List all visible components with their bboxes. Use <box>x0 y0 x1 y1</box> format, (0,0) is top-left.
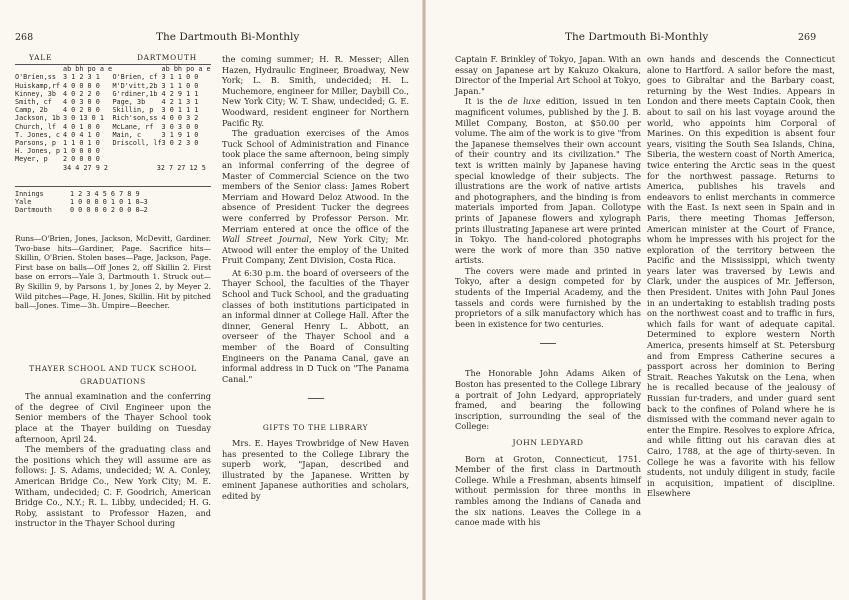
stats-dartmouth: 4 2 1 3 1 <box>161 98 199 107</box>
stats-yale: 4 0 4 1 0 <box>63 130 100 139</box>
stats-dartmouth <box>162 147 211 155</box>
box-score-row <box>15 73 211 81</box>
paragraph: The Honorable John Adams Aiken of Boston has presented to the College Library a portrait of John Ledyard, appropriately framed, and bearing the following inscription, surrounding the seal of the College: <box>455 368 641 432</box>
divider <box>308 398 324 399</box>
totals-dartmouth: 32 7 27 12 5 <box>156 163 206 172</box>
left-page <box>0 0 424 600</box>
stats-yale: 1 1 0 1 0 <box>63 139 100 148</box>
box-score-row <box>15 106 211 114</box>
paragraph: The annual examination and the conferring of the degree of Civil Engineer upon the Senior members of the Thayer School took place at the Thayer building on Tuesday afternoon, April 24. <box>15 391 211 444</box>
thayer-article <box>15 358 211 529</box>
text-span: edition, issued in ten magnificent volumes, published by the J. B. Millet Company, Boston, at $50.00 per volume. The aim of the work is to give "from the Japanese themselves their own account of their country and its civilization." The text is written mainly by Japanese having special knowledge of their subjects. The illustrations are the work of native artists and photographers, and the binding is from materials imported from Japan. Collotype prints of Japanese flowers and xylograph prints illustrating Japanese art were printed in Tokyo. The hand-colored photographs were the work of more than 350 native artists. <box>455 96 641 266</box>
stats-yale: 4 0 2 2 0 <box>63 89 100 98</box>
box-score-row <box>15 114 211 122</box>
stats-yale: 2 0 0 0 0 <box>63 155 100 164</box>
stats-dartmouth: 3 0 2 3 0 <box>161 139 199 148</box>
player-dartmouth: Rich'son,ss <box>112 114 158 123</box>
column-header-yale: ab bh po a e <box>63 65 113 74</box>
stats-dartmouth: 3 1 1 0 0 <box>161 73 199 82</box>
section-subheading: GRADUATIONS <box>80 376 146 386</box>
player-yale: Huiskamp,rf <box>15 81 61 90</box>
box-score-row <box>15 98 211 106</box>
innings-label: Innings <box>15 189 44 198</box>
box-score-teams <box>15 54 211 65</box>
paragraph: At 6:30 p.m. the board of overseers of the Thayer School, the faculties of the Thayer School and Tuck School, and the graduating classes of both institutions participated in an informal dinner at College Hall. After the dinner, General Henry L. Abbott, an overseer of the Thayer School and a member of the Board of Consulting Engineers on the Panama Canal, gave an informal address in D Tuck on "The Panama Canal." <box>222 267 409 384</box>
innings-header: 1 2 3 4 5 6 7 8 9 <box>70 189 140 198</box>
stats-dartmouth: 3 1 9 1 0 <box>161 130 199 139</box>
player-yale: O'Brien,ss <box>15 73 56 82</box>
box-score-row <box>15 82 211 90</box>
player-yale: Parsons, p <box>15 139 56 148</box>
line-score-team: Yale <box>15 198 32 207</box>
player-yale: T. Jones, c <box>15 130 61 139</box>
player-dartmouth: McLane, rf <box>112 122 154 131</box>
right-column-1 <box>455 54 641 528</box>
player-yale: Meyer, p <box>15 155 48 164</box>
box-score-row <box>15 131 211 139</box>
paragraph: Mrs. E. Hayes Trowbridge of New Haven has presented to the College Library the superb work, "Japan, described and illustrated by the Japanese. Written by eminent Japanese authorities and scholars, edited by <box>222 438 409 501</box>
page-number-left: 268 <box>15 32 34 43</box>
line-score-team: Dartmouth <box>15 206 52 215</box>
box-score-row <box>15 123 211 131</box>
paragraph: The members of the graduating class and the positions which they will assume are as follows: J. S. Adams, undecided; W. A. Conley, American Bridge Co., New York City; M. E. Witham, undecided; C. F. Goodrich, American Bridge Co., N.Y.; R. L. Libby, undecided; H. G. Roby, assistant to Professor Hazen, and instructor in the Thayer School during <box>15 444 211 529</box>
box-score-row <box>15 139 211 147</box>
paragraph: own hands and descends the Connecticut alone to Hartford. A sailor before the mast, goes to Gibraltar and the Barbary coast, returning by the West Indies. Appears in London and there meets Captain Cook, then about to sail on his last voyage around the world, who appoints him Corporal of Marines. On this expedition is absent four years, visiting the South Sea Islands, China, Siberia, the western coast of North America, twice entering the Arctic seas in the quest for the northwest passage. Returns to America, publishes his travels and endeavors to enlist merchants in commerce with the East. Is next seen in Spain and in Paris, there meeting Thomas Jefferson, American minister at the Court of France, whom he impresses with his project for the exploration of the territory between the Pacific and the Mississippi, which twenty years later was traversed by Lewis and Clark, under the auspices of Mr. Jefferson, then President. Unites with John Paul Jones in an undertaking to establish trading posts on the northwest coast and to traffic in furs, which fails for want of adequate capital. Determined to explore western North America, presents himself at St. Petersburg and from Empress Catherine secures a passport across her dominion to Bering Strait. Reaches Yakutsk on the Lena, when he is recalled because of the jealousy of Russian fur-traders, and under guard sent back to the confines of Poland where he is dismissed with the command never again to enter the Empire. Resolves to explore Africa, and while fitting out his caravan dies at Cairo, 1788, at the age of thirty-seven. In College he was a favorite with his fellow students, not unduly diligent in study, facile in acquisition, impatient of discipline. Elsewhere <box>647 54 835 499</box>
paragraph: The covers were made and printed in Tokyo, after a design competed for by students of the Imperial Academy, and the tassels and cords were furnished by the proprietors of a silk manufactory which has been in existence for two centuries. <box>455 265 641 329</box>
stats-dartmouth: 4 0 0 3 2 <box>161 114 199 123</box>
box-score-totals <box>15 164 211 172</box>
text-span: The graduation exercises of the Amos Tuck School of Administration and Finance took place the same afternoon, being simply an informal conferring of the degree of Master of Commercial Science on the two members of the Senior class: James Robert Merriam and Howard Deloz Atwood. In the absence of President Tucker the degrees were conferred by Professor Person. Mr. Merriam entered at once the office of the <box>222 128 409 234</box>
paragraph <box>222 128 409 266</box>
running-title-right: The Dartmouth Bi-Monthly <box>565 31 709 43</box>
player-dartmouth: G'rdiner,1b <box>112 89 158 98</box>
team-dartmouth: DARTMOUTH <box>136 53 197 62</box>
stats-yale: 3 1 2 3 1 <box>63 73 100 82</box>
player-yale: Jackson, 1b <box>15 114 61 123</box>
line-score-values: 1 0 0 0 0 1 0 1 0—3 <box>70 198 148 207</box>
line-score <box>15 186 211 215</box>
player-yale: Church, lf <box>15 122 56 131</box>
stats-yale: 1 0 0 0 0 <box>63 147 100 156</box>
section-heading: JOHN LEDYARD <box>512 438 584 447</box>
page-number-right: 269 <box>798 32 817 43</box>
paragraph <box>455 96 641 266</box>
game-summary: Runs—O'Brien, Jones, Jackson, McDevitt, Gardiner. Two-base hits—Gardiner, Page. Sacrifice hits—Skillin, O'Brien. Stolen bases—Page, Jackson, Page. First base on balls—Off Jones 2, off Skillin 2. First base on errors—Yale 3, Dartmouth 1. Struck out—By Skillin 9, by Parsons 1, by Jones 2, by Meyer 2. Wild pitches—Page, H. Jones, Skillin. Hit by pitched ball—Jones. Time—3h. Umpire—Beecher. <box>15 234 211 311</box>
box-score <box>15 54 211 214</box>
section-heading: GIFTS TO THE LIBRARY <box>262 423 369 433</box>
divider <box>540 343 556 344</box>
stats-yale: 4 0 3 0 0 <box>63 98 100 107</box>
italic-span: de luxe <box>507 96 541 107</box>
player-dartmouth <box>112 147 161 155</box>
paragraph: Captain F. Brinkley of Tokyo, Japan. With an essay on Japanese art by Kakuzo Okakura, Director of the Imperial Art School at Tokyo, Japan." <box>455 54 641 96</box>
stats-dartmouth: 4 2 9 1 1 <box>161 89 199 98</box>
player-dartmouth: Skillin, p <box>112 106 154 115</box>
player-dartmouth <box>112 155 161 163</box>
player-dartmouth: Page, 3b <box>112 98 146 107</box>
player-dartmouth: Driscoll, lf <box>112 139 162 148</box>
section-heading: THAYER SCHOOL AND TUCK SCHOOL <box>29 364 197 373</box>
stats-yale: 4 0 0 0 0 <box>63 81 100 90</box>
box-score-table <box>15 65 211 163</box>
paragraph: Born at Groton, Connecticut, 1751. Member of the first class in Dartmouth College. While a Freshman, absents himself without permission for three months in rambles among the Indians of Canada and the six nations. Leaves the College in a canoe made with his <box>455 453 641 528</box>
italic-span: Wall Street Journal <box>222 234 309 245</box>
player-yale: H. Jones, p <box>15 147 61 156</box>
running-title-left: The Dartmouth Bi-Monthly <box>156 31 300 43</box>
stats-dartmouth <box>162 155 211 163</box>
stats-yale: 4 0 2 0 0 <box>63 106 100 115</box>
stats-dartmouth: 3 1 1 0 0 <box>161 81 199 90</box>
box-score-header-row <box>15 65 211 73</box>
box-score-row <box>15 90 211 98</box>
column-header-dartmouth: ab bh po a e <box>161 65 211 74</box>
paragraph: the coming summer; H. R. Messer; Allen Hazen, Hydraulic Engineer, Broadway, New York; L. B. Smith, undecided; H. L. Muchemore, engineer for Miller, Daybill Co., New York City; W. T. Shaw, undecided; G. E. Woodward, resident engineer for Northern Pacific Ry. <box>222 54 409 128</box>
box-score-row <box>15 155 211 163</box>
text-span: It is the <box>465 96 508 107</box>
stats-dartmouth: 3 0 1 1 1 <box>161 106 199 115</box>
player-yale: Kinney, 3b <box>15 89 56 98</box>
stats-yale: 3 0 13 0 1 <box>63 114 104 123</box>
player-yale: Camp, 2b <box>15 106 48 115</box>
left-column-2 <box>222 54 409 502</box>
team-yale: YALE <box>29 53 53 62</box>
player-yale: Smith, cf <box>15 98 52 107</box>
text-span: , New York City; Mr. Atwood will enter the employ of the United Fruit Company, Zent Division, Costa Rica. <box>222 234 409 266</box>
player-dartmouth: Main, c <box>112 130 142 139</box>
stats-dartmouth: 3 0 3 0 0 <box>161 122 199 131</box>
player-dartmouth: O'Brien, cf <box>112 73 158 82</box>
player-dartmouth: M'D'vitt,2b <box>112 81 158 90</box>
totals-yale: 34 4 27 9 2 <box>63 163 109 172</box>
box-score-row <box>15 147 211 155</box>
line-score-values: 0 0 0 0 0 2 0 0 0—2 <box>70 206 148 215</box>
right-page <box>425 0 849 600</box>
right-column-2 <box>647 54 835 499</box>
stats-yale: 4 0 1 0 0 <box>63 122 100 131</box>
